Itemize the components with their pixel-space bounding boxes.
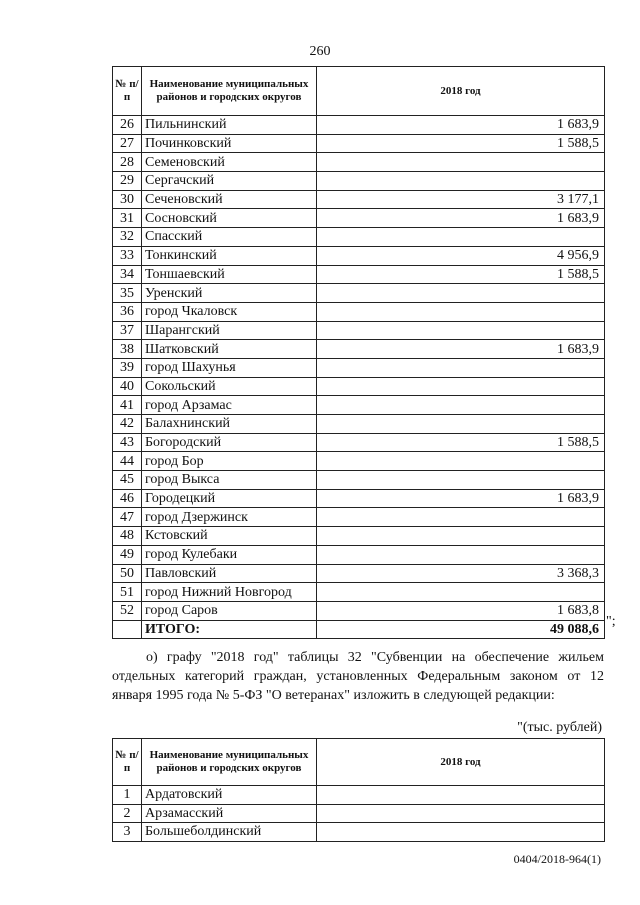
table-row [113, 116, 605, 135]
row-name: Павловский [142, 564, 317, 583]
table-row [113, 489, 605, 508]
row-name: Арзамасский [142, 804, 317, 823]
row-name: Ардатовский [142, 786, 317, 805]
subvention-table-top [112, 66, 605, 639]
row-value: 1 588,5 [317, 134, 605, 153]
page-number: 260 [309, 44, 331, 59]
row-value [317, 153, 605, 172]
row-number: 36 [113, 302, 142, 321]
row-name: город Арзамас [142, 396, 317, 415]
row-value [317, 527, 605, 546]
row-name: Шарангский [142, 321, 317, 340]
row-value [317, 358, 605, 377]
header-num: № п/п [113, 739, 142, 786]
row-value [317, 284, 605, 303]
row-number: 45 [113, 471, 142, 490]
table-row [113, 246, 605, 265]
header-num: № п/п [113, 67, 142, 116]
row-number: 1 [113, 786, 142, 805]
row-number: 49 [113, 545, 142, 564]
table-row [113, 508, 605, 527]
row-name: Семеновский [142, 153, 317, 172]
table-row [113, 228, 605, 247]
row-number: 40 [113, 377, 142, 396]
row-number: 44 [113, 452, 142, 471]
row-value: 1 683,9 [317, 340, 605, 359]
row-name: город Шахунья [142, 358, 317, 377]
row-name: город Чкаловск [142, 302, 317, 321]
table-row [113, 358, 605, 377]
row-name: Сеченовский [142, 190, 317, 209]
table-row [113, 452, 605, 471]
row-value [317, 452, 605, 471]
row-name: Тоншаевский [142, 265, 317, 284]
row-number: 34 [113, 265, 142, 284]
table-row [113, 583, 605, 602]
row-number: 39 [113, 358, 142, 377]
row-name: город Бор [142, 452, 317, 471]
row-name: Сокольский [142, 377, 317, 396]
row-name: Богородский [142, 433, 317, 452]
header-year: 2018 год [317, 739, 605, 786]
row-name: город Саров [142, 601, 317, 620]
row-name: Починковский [142, 134, 317, 153]
row-value: 3 368,3 [317, 564, 605, 583]
total-num [113, 620, 142, 639]
row-number: 46 [113, 489, 142, 508]
table-header-row [113, 67, 605, 116]
units-label: "(тыс. рублей) [517, 720, 602, 735]
row-value: 1 588,5 [317, 265, 605, 284]
table-row [113, 433, 605, 452]
table-row [113, 265, 605, 284]
row-number: 32 [113, 228, 142, 247]
row-name: город Выкса [142, 471, 317, 490]
row-number: 41 [113, 396, 142, 415]
row-name: Уренский [142, 284, 317, 303]
row-value: 1 683,9 [317, 116, 605, 135]
row-name: Городецкий [142, 489, 317, 508]
closing-quote: "; [606, 614, 616, 629]
row-name: Шатковский [142, 340, 317, 359]
row-name: Тонкинский [142, 246, 317, 265]
row-number: 51 [113, 583, 142, 602]
row-number: 42 [113, 415, 142, 434]
row-number: 52 [113, 601, 142, 620]
row-value: 1 683,9 [317, 489, 605, 508]
row-value [317, 508, 605, 527]
table-row [113, 786, 605, 805]
row-value [317, 415, 605, 434]
row-value: 3 177,1 [317, 190, 605, 209]
row-name: Сергачский [142, 172, 317, 191]
row-number: 48 [113, 527, 142, 546]
row-value: 4 956,9 [317, 246, 605, 265]
header-name: Наименование муниципальных районов и городских округов [142, 739, 317, 786]
row-name: Большеболдинский [142, 823, 317, 842]
table-row [113, 321, 605, 340]
total-label: ИТОГО: [142, 620, 317, 639]
row-number: 50 [113, 564, 142, 583]
table-row [113, 377, 605, 396]
table-row [113, 340, 605, 359]
row-value [317, 228, 605, 247]
subvention-table-bottom [112, 738, 605, 842]
table-header-row [113, 739, 605, 786]
table-row [113, 190, 605, 209]
table-row [113, 134, 605, 153]
table-row [113, 545, 605, 564]
table-row [113, 284, 605, 303]
row-number: 37 [113, 321, 142, 340]
header-name: Наименование муниципальных районов и городских округов [142, 67, 317, 116]
table-row [113, 823, 605, 842]
table-row [113, 172, 605, 191]
row-number: 43 [113, 433, 142, 452]
row-number: 27 [113, 134, 142, 153]
row-value: 1 683,8 [317, 601, 605, 620]
table-row [113, 415, 605, 434]
row-name: город Нижний Новгород [142, 583, 317, 602]
row-value [317, 321, 605, 340]
row-value [317, 583, 605, 602]
row-number: 38 [113, 340, 142, 359]
row-value [317, 823, 605, 842]
row-name: Пильнинский [142, 116, 317, 135]
row-number: 26 [113, 116, 142, 135]
row-value: 1 588,5 [317, 433, 605, 452]
row-number: 28 [113, 153, 142, 172]
document-code: 0404/2018-964(1) [513, 852, 601, 866]
row-name: город Дзержинск [142, 508, 317, 527]
row-value [317, 804, 605, 823]
row-name: Спасский [142, 228, 317, 247]
row-value [317, 302, 605, 321]
table-row [113, 302, 605, 321]
table-row [113, 209, 605, 228]
row-value: 1 683,9 [317, 209, 605, 228]
total-value: 49 088,6 [317, 620, 605, 639]
header-year: 2018 год [317, 67, 605, 116]
row-number: 33 [113, 246, 142, 265]
table-row [113, 527, 605, 546]
amendment-paragraph: о) графу "2018 год" таблицы 32 "Субвенции на обеспечение жильем отдельных категорий граждан, установленных Федеральным законом от 12 января 1995 года № 5-ФЗ "О ветеранах" изложить в следующей редакции: [112, 650, 604, 703]
row-name: Балахнинский [142, 415, 317, 434]
row-value [317, 396, 605, 415]
row-value [317, 172, 605, 191]
table-row [113, 601, 605, 620]
row-number: 3 [113, 823, 142, 842]
table-row [113, 804, 605, 823]
total-row [113, 620, 605, 639]
row-value [317, 471, 605, 490]
row-number: 29 [113, 172, 142, 191]
row-number: 30 [113, 190, 142, 209]
table-row [113, 153, 605, 172]
row-value [317, 786, 605, 805]
row-number: 2 [113, 804, 142, 823]
row-number: 31 [113, 209, 142, 228]
table-row [113, 564, 605, 583]
row-number: 47 [113, 508, 142, 527]
row-name: Кстовский [142, 527, 317, 546]
row-name: город Кулебаки [142, 545, 317, 564]
row-value [317, 545, 605, 564]
row-number: 35 [113, 284, 142, 303]
table-row [113, 471, 605, 490]
row-name: Сосновский [142, 209, 317, 228]
table-row [113, 396, 605, 415]
row-value [317, 377, 605, 396]
